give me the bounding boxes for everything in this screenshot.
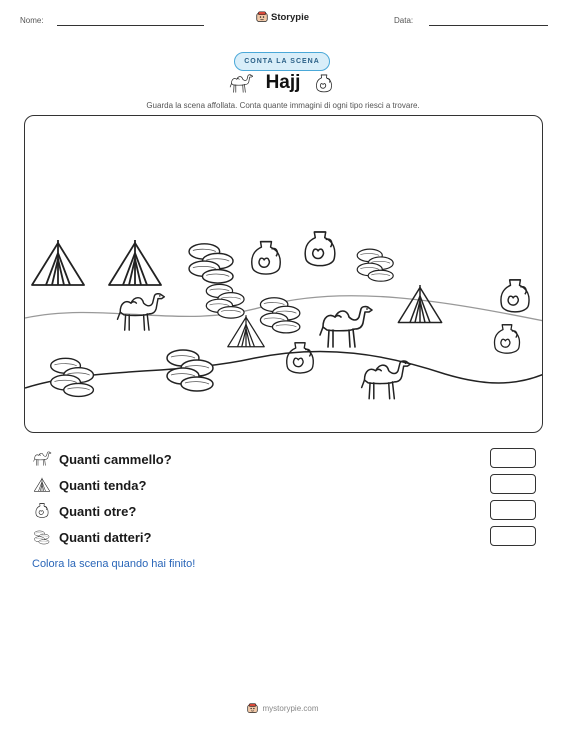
water-skin-3: [501, 280, 529, 312]
instructions: Guarda la scena affollata. Conta quante immagini di ogni tipo riesci a trovare.: [146, 101, 420, 110]
question-text: Quanti cammello?: [59, 451, 172, 467]
date-line[interactable]: [429, 25, 548, 26]
question-text: Quanti otre?: [59, 503, 137, 519]
question-row-camel: [32, 448, 536, 470]
dates-2: [206, 284, 244, 318]
answer-box-tent[interactable]: [490, 474, 536, 494]
answer-box-dates[interactable]: [490, 526, 536, 546]
brand-logo: [256, 11, 309, 23]
dates-4: [357, 249, 393, 281]
counting-scene: [24, 115, 543, 433]
water-skin-5: [287, 343, 314, 373]
camel-1: [118, 294, 165, 330]
storypie-logo-icon: [247, 703, 258, 714]
question-text: Quanti tenda?: [59, 477, 147, 493]
question-text: Quanti datteri?: [59, 529, 152, 545]
question-row-tent: [32, 474, 536, 496]
water-skin-icon: [32, 501, 52, 521]
dates-5: [167, 350, 213, 391]
water-skin-icon: [314, 73, 334, 95]
footer-url[interactable]: mystorypie.com: [262, 704, 319, 713]
tent-2: [109, 240, 161, 285]
dates-3: [260, 298, 299, 333]
activity-badge: CONTA LA SCENA: [234, 52, 330, 71]
scene-illustration: [25, 116, 543, 433]
footer: [0, 703, 566, 714]
name-line[interactable]: [57, 25, 204, 26]
tent-1: [32, 240, 84, 285]
answer-box-camel[interactable]: [490, 448, 536, 468]
tent-4: [398, 285, 441, 323]
answer-box-water-skin[interactable]: [490, 500, 536, 520]
question-row-water-skin: [32, 500, 536, 522]
camel-2: [320, 307, 372, 347]
tent-icon: [32, 475, 52, 495]
dates-icon: [32, 527, 52, 547]
date-label: Data:: [394, 16, 414, 25]
camel-icon: [32, 449, 52, 469]
tent-3: [228, 315, 264, 347]
brand-name: Storypie: [271, 11, 310, 23]
name-label: Nome:: [20, 16, 44, 25]
question-row-dates: [32, 526, 536, 548]
camel-3: [362, 361, 411, 399]
water-skin-4: [495, 325, 520, 353]
water-skin-1: [252, 242, 280, 274]
dates-6: [51, 358, 94, 396]
page-title: Hajj: [265, 72, 301, 93]
closing-note: Colora la scena quando hai finito!: [32, 558, 196, 570]
dates-1: [189, 244, 233, 283]
storypie-logo-icon: [256, 11, 268, 23]
water-skin-2: [305, 232, 335, 266]
